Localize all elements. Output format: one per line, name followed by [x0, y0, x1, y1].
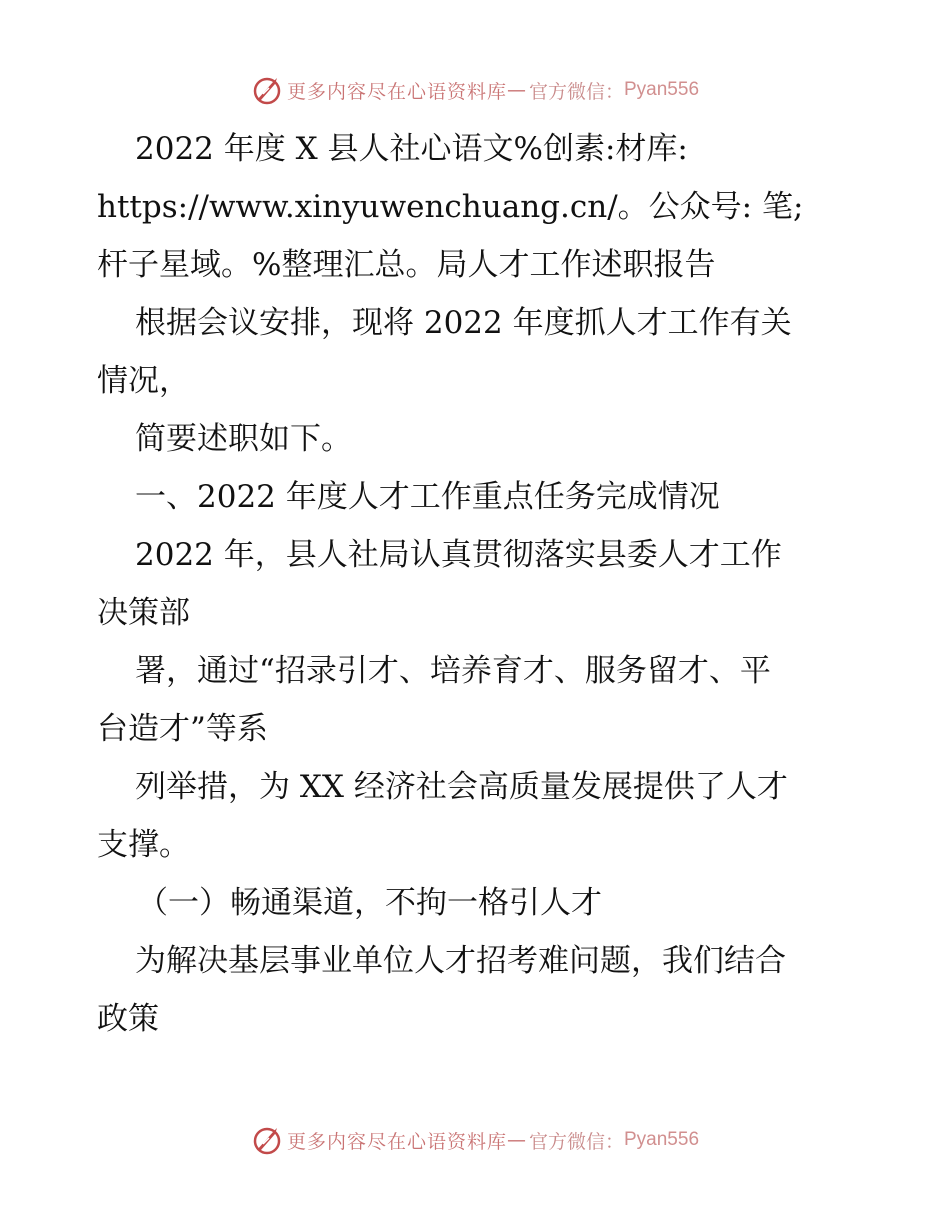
text-line: 台造才”等系	[97, 711, 268, 747]
text-line: 列举措，为 XX 经济社会高质量发展提供了人才	[135, 769, 788, 805]
watermark-label: 官方微信：	[528, 80, 624, 103]
watermark-separator: —	[506, 79, 527, 101]
watermark-text: 更多内容尽在心语资料库	[286, 80, 507, 103]
text-line: https://www.xinyuwenchuang.cn/。公众号: 笔;	[97, 189, 804, 225]
text-line: 决策部	[97, 595, 190, 631]
text-line: 情况，	[97, 363, 190, 399]
text-line: 2022 年，县人社局认真贯彻落实县委人才工作	[135, 537, 782, 573]
quill-logo-icon	[251, 1124, 283, 1156]
text-line: 杆子星域。%整理汇总。局人才工作述职报告	[97, 247, 716, 283]
watermark-separator: —	[506, 1129, 527, 1151]
quill-logo-icon	[251, 74, 283, 106]
text-line: 为解决基层事业单位人才招考难问题，我们结合	[135, 943, 786, 979]
watermark-id: Pyan556	[624, 79, 700, 100]
subsection-heading: （一）畅通渠道，不拘一格引人才	[137, 885, 602, 921]
document-body	[97, 120, 857, 1048]
text-line: 根据会议安排，现将 2022 年度抓人才工作有关	[135, 305, 792, 341]
watermark-banner-bottom	[0, 1120, 950, 1160]
text-line: 2022 年度 X 县人社心语文%创素:材库:	[135, 131, 688, 167]
watermark-text: 更多内容尽在心语资料库	[286, 1130, 507, 1153]
text-line: 简要述职如下。	[135, 421, 352, 457]
watermark-banner-top	[0, 70, 950, 110]
watermark-id: Pyan556	[624, 1129, 700, 1150]
text-line: 政策	[97, 1001, 159, 1037]
text-line: 支撑。	[97, 827, 190, 863]
watermark-label: 官方微信：	[528, 1130, 624, 1153]
section-heading: 一、2022 年度人才工作重点任务完成情况	[135, 479, 720, 515]
text-line: 署，通过“招录引才、培养育才、服务留才、平	[135, 653, 771, 689]
